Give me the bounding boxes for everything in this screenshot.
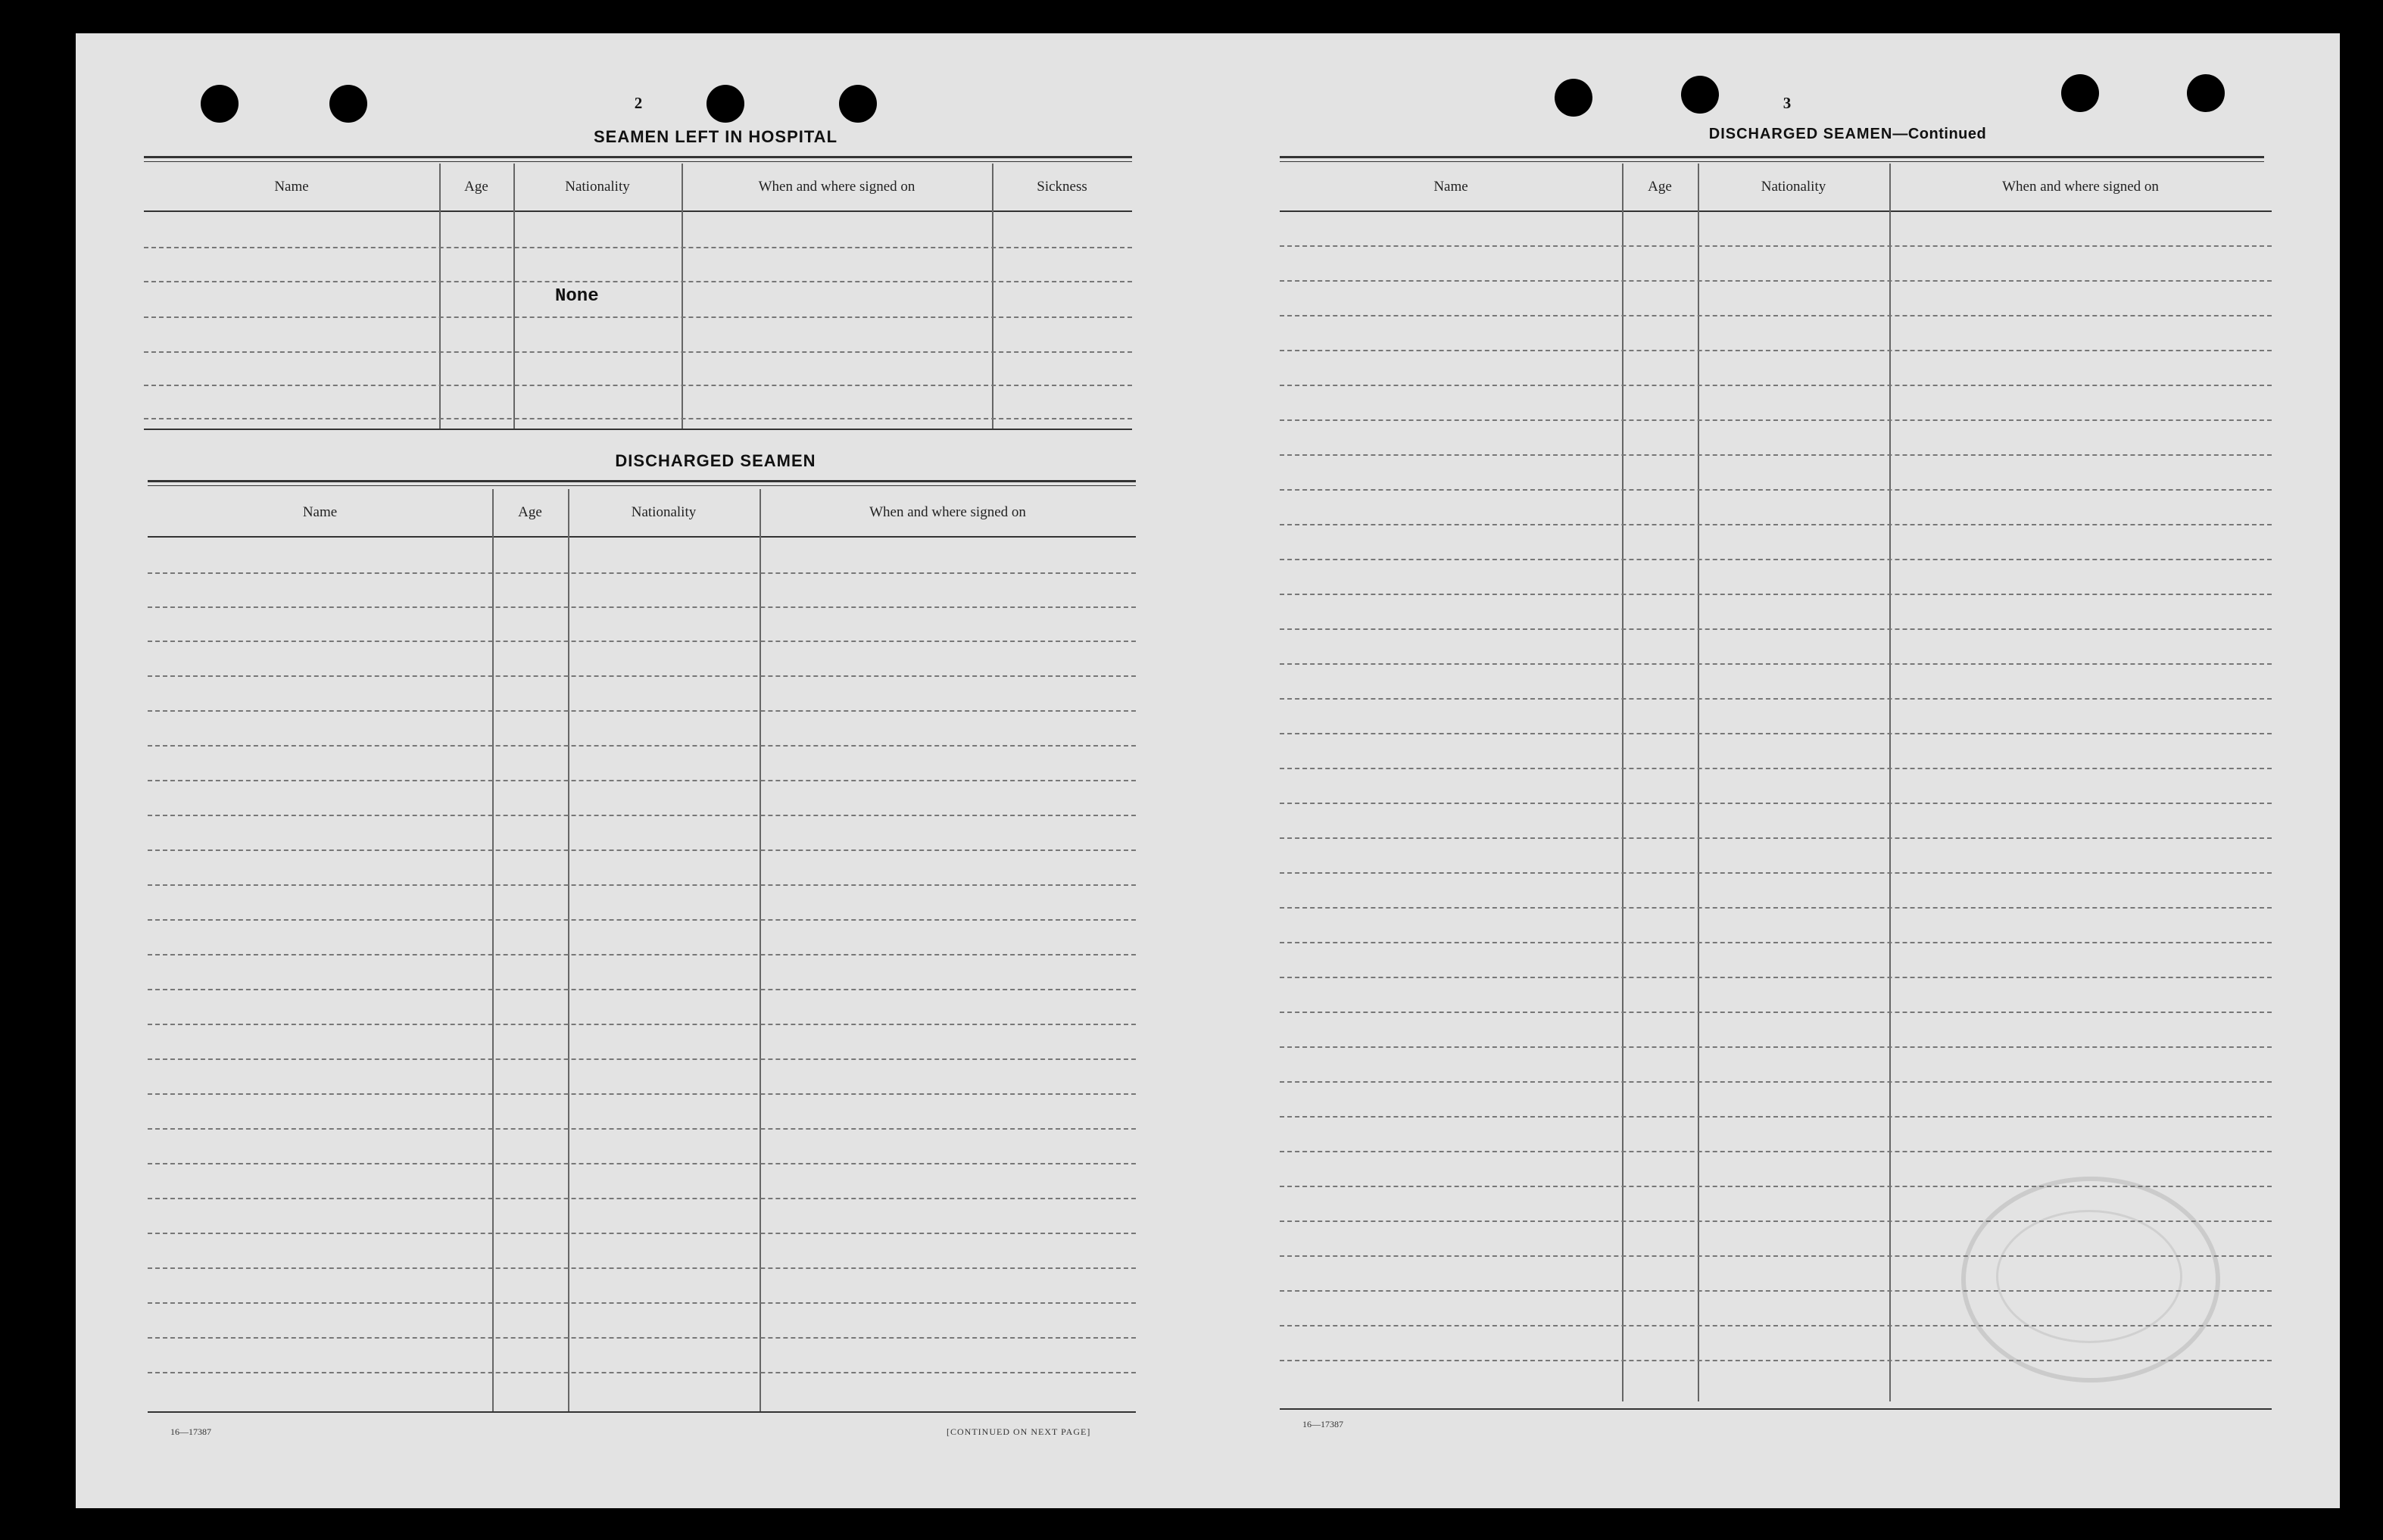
table-row-line: [144, 316, 1132, 318]
table-row-line: [148, 745, 1136, 747]
punch-hole: [1555, 79, 1592, 117]
column-header-name: Name: [1433, 179, 1468, 195]
table-row-line: [1280, 1046, 2272, 1048]
punch-hole: [1681, 76, 1719, 114]
table-row-line: [144, 418, 1132, 419]
right-table-bottom-rule: [1280, 1408, 2272, 1410]
hospital-section-title: SEAMEN LEFT IN HOSPITAL: [593, 127, 838, 146]
table-row-line: [1280, 803, 2272, 804]
page-number-left: 2: [634, 94, 643, 112]
table-row-line: [1280, 733, 2272, 734]
table-row-line: [148, 1058, 1136, 1060]
discharged-table-header: [148, 489, 1136, 538]
table-row-line: [1280, 419, 2272, 421]
table-row-line: [148, 1233, 1136, 1234]
form-number-left: 16—17387: [170, 1426, 211, 1437]
table-row-line: [148, 641, 1136, 642]
column-header-age: Age: [1648, 179, 1672, 195]
table-row-line: [148, 1372, 1136, 1373]
table-row-line: [148, 780, 1136, 781]
column-header-sickness: Sickness: [1037, 179, 1087, 195]
column-header-nationality: Nationality: [565, 179, 630, 195]
table-row-line: [1280, 489, 2272, 491]
punch-hole: [839, 85, 877, 123]
column-header-nationality: Nationality: [1761, 179, 1826, 195]
column-divider: [682, 164, 683, 429]
punch-hole: [201, 85, 239, 123]
hospital-entry-none: None: [555, 286, 599, 307]
table-row-line: [144, 351, 1132, 353]
table-row-line: [148, 710, 1136, 712]
table-row-line: [148, 1024, 1136, 1025]
punch-hole: [2187, 74, 2225, 112]
table-row-line: [148, 675, 1136, 677]
document-sheet: [76, 33, 2340, 1508]
table-row-line: [148, 1128, 1136, 1130]
right-title-rule: [1280, 156, 2264, 162]
form-number-right: 16—17387: [1302, 1419, 1343, 1429]
discharged-title-rule: [148, 480, 1136, 486]
discharged-continued-header: [1280, 164, 2272, 212]
discharged-section-title: DISCHARGED SEAMEN: [615, 451, 816, 470]
table-row-line: [144, 281, 1132, 282]
column-divider: [513, 164, 515, 429]
table-row-line: [1280, 315, 2272, 316]
column-header-age: Age: [464, 179, 488, 195]
table-row-line: [1280, 977, 2272, 978]
table-row-line: [148, 1163, 1136, 1164]
table-row-line: [148, 815, 1136, 816]
table-row-line: [144, 385, 1132, 386]
table-row-line: [148, 1093, 1136, 1095]
table-row-line: [1280, 350, 2272, 351]
table-row-line: [1280, 1116, 2272, 1118]
table-row-line: [1280, 280, 2272, 282]
column-header-signed-on: When and where signed on: [2002, 179, 2159, 195]
column-header-name: Name: [274, 179, 309, 195]
table-row-line: [148, 989, 1136, 990]
hospital-table: [144, 164, 1132, 429]
table-row-line: [148, 1267, 1136, 1269]
discharged-title-main: DISCHARGED SEAMEN: [1708, 126, 1893, 142]
hospital-table-bottom-rule: [144, 429, 1132, 430]
table-row-line: [148, 572, 1136, 574]
column-header-nationality: Nationality: [631, 504, 697, 520]
hospital-title-rule: [144, 156, 1132, 162]
table-row-line: [1280, 872, 2272, 874]
table-row-line: [148, 954, 1136, 955]
table-row-line: [1280, 907, 2272, 909]
discharged-continued-title: [1355, 126, 2340, 143]
faded-stamp: [1961, 1177, 2220, 1383]
table-row-line: [1280, 768, 2272, 769]
column-header-signed-on: When and where signed on: [869, 504, 1026, 520]
table-row-line: [1280, 1151, 2272, 1152]
continued-note: [CONTINUED ON NEXT PAGE]: [947, 1426, 1091, 1437]
table-row-line: [1280, 245, 2272, 247]
table-row-line: [1280, 663, 2272, 665]
table-row-line: [144, 247, 1132, 248]
table-row-line: [1280, 385, 2272, 386]
punch-hole: [706, 85, 744, 123]
table-row-line: [1280, 1012, 2272, 1013]
column-divider: [568, 489, 569, 1411]
table-row-line: [1280, 559, 2272, 560]
punch-hole: [2061, 74, 2099, 112]
table-row-line: [1280, 594, 2272, 595]
table-row-line: [1280, 698, 2272, 700]
discharged-left-bottom-rule: [148, 1411, 1136, 1413]
punch-hole: [329, 85, 367, 123]
column-divider: [492, 489, 494, 1411]
page-number-right: 3: [1783, 94, 1792, 112]
table-row-line: [148, 1302, 1136, 1304]
table-row-line: [148, 606, 1136, 608]
continued-label: —Continued: [1892, 126, 1987, 142]
hospital-table-header: [144, 164, 1132, 212]
table-row-line: [148, 884, 1136, 886]
column-header-name: Name: [302, 504, 338, 520]
table-row-line: [148, 849, 1136, 851]
table-row-line: [1280, 837, 2272, 839]
table-row-line: [1280, 454, 2272, 456]
column-header-age: Age: [518, 504, 542, 520]
table-row-line: [148, 1337, 1136, 1339]
column-divider: [439, 164, 441, 429]
column-divider: [760, 489, 761, 1411]
column-header-signed-on: When and where signed on: [758, 179, 915, 195]
table-row-line: [148, 919, 1136, 921]
table-row-line: [1280, 524, 2272, 525]
table-row-line: [1280, 1081, 2272, 1083]
table-row-line: [148, 1198, 1136, 1199]
discharged-table-left: [148, 489, 1136, 1411]
table-row-line: [1280, 942, 2272, 943]
column-divider: [992, 164, 993, 429]
table-row-line: [1280, 628, 2272, 630]
